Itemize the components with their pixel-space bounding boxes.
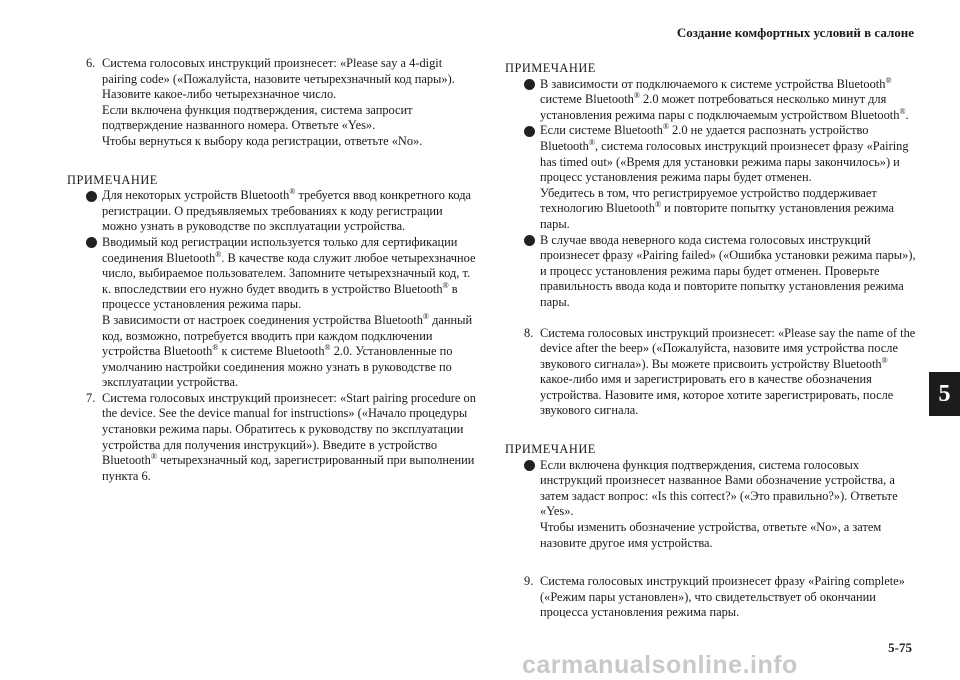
- bullet-text: Убедитесь в том, что регистрируемое устройство поддерживает технологию Bluetooth® и повторите попытку установления режима пары.: [540, 185, 894, 231]
- step-6: [60, 56, 480, 150]
- watermark: carmanualsonline.info: [522, 651, 798, 679]
- bullet-text: Если включена функция подтверждения, система голосовых инструкций произнесет названное Вами обозначение устройства, а затем задаст вопрос: «Is this correct?» («Это правильно?»). Ответьте «Yes».: [540, 457, 898, 519]
- step-text: Система голосовых инструкций произнесет: «Start pairing procedure on the device. See the device manual for instructions» («Начало процедуры установки режима пары. Обратитесь к руководству по эксплуатации устройства для получения инструкций»). Введите в устройство Bluetooth® четырехзначный код, зарегистрированный при выполнении пункта 6.: [102, 390, 476, 483]
- bullet-icon: [86, 237, 97, 248]
- bullet-icon: [524, 79, 535, 90]
- bullet-text: В зависимости от подключаемого к системе устройства Bluetooth® системе Bluetooth® 2.0 может потребоваться несколько минут для установления режима пары с подключаемым устройством Bluetooth®.: [540, 75, 909, 122]
- note-bullet: [498, 77, 916, 124]
- step-text: Чтобы вернуться к выбору кода регистрации, ответьте «No».: [102, 133, 423, 148]
- page-number: 5-75: [888, 640, 912, 655]
- step-number: 7.: [86, 390, 96, 405]
- bullet-icon: [524, 235, 535, 246]
- chapter-tab: 5: [929, 372, 960, 416]
- step-text: Если включена функция подтверждения, система запросит подтверждение названного номера. Ответьте «Yes».: [102, 102, 413, 133]
- bullet-text: В случае ввода неверного кода система голосовых инструкций произнесет фразу «Pairing failed» («Ошибка установки режима пары»), и процесс установления режима пары будет отменен. Проверьте правильность ввода кода и повторите попытку установления режима пары.: [540, 232, 916, 309]
- note-title: ПРИМЕЧАНИЕ: [67, 172, 158, 187]
- step-8: [498, 326, 916, 420]
- note-title: ПРИМЕЧАНИЕ: [505, 442, 596, 457]
- step-9: [498, 574, 916, 621]
- step-number: 8.: [524, 325, 534, 340]
- bullet-text: Чтобы изменить обозначение устройства, ответьте «No», а затем назовите другое имя устройства.: [540, 520, 882, 550]
- bullet-text: Если системе Bluetooth® 2.0 не удается распознать устройство Bluetooth®, система голосовых инструкций произнесет фразу «Pairing has timed out» («Время для установки режима пары закончилось») и процесс установления режима пары будет отменен.: [540, 122, 909, 185]
- bullet-text: В зависимости от настроек соединения устройства Bluetooth® данный код, возможно, потребуется вводить при каждом подключении устройства Bluetooth® к системе Bluetooth® 2.0. Установленные по умолчанию настройки соединения можно узнать в руководстве по эксплуатации устройства.: [102, 311, 473, 390]
- note-bullet: [498, 233, 916, 311]
- step-number: 9.: [524, 574, 534, 589]
- step-text: Система голосовых инструкций произнесет: «Please say a 4-digit pairing code» («Пожалуйста, назовите четырехзначный код пары»). Назовите какое-либо четырехзначное число.: [102, 56, 455, 102]
- right-column: [498, 61, 916, 621]
- note-bullet: [60, 188, 480, 235]
- left-column: [60, 56, 480, 484]
- bullet-icon: [86, 191, 97, 202]
- bullet-icon: [524, 460, 535, 471]
- step-text: Система голосовых инструкций произнесет: «Please say the name of the device after the beep» («Пожалуйста, назовите имя устройства после звукового сигнала»). Вы можете присвоить устройству Bluetooth® какое-либо имя и зарегистрировать его в качестве обозначения устройства. Назовите имя, которое хотите зарегистрировать, после звукового сигнала.: [540, 325, 916, 418]
- step-7: [60, 391, 480, 485]
- bullet-text: Вводимый код регистрации используется только для сертификации соединения Bluetooth®. В качестве кода служит любое четырехзначное число, выбираемое пользователем. Запомните четырехзначный код, т. к. впоследствии его нужно будет вводить в устройство Bluetooth® в процессе установления режима пары.: [102, 234, 476, 312]
- note-bullet: [498, 458, 916, 552]
- bullet-icon: [524, 126, 535, 137]
- step-number: 6.: [86, 56, 96, 70]
- step-text: Система голосовых инструкций произнесет фразу «Pairing complete» («Режим пары установлен»), что свидетельствует об окончании процесса установления режима пары.: [540, 574, 905, 620]
- note-title: ПРИМЕЧАНИЕ: [505, 61, 596, 75]
- bullet-text: Для некоторых устройств Bluetooth® требуется ввод конкретного кода регистрации. О предъявляемых требованиях к коду регистрации можно узнать в руководстве по эксплуатации устройства.: [102, 187, 472, 234]
- note-bullet: [498, 123, 916, 232]
- note-bullet: [60, 235, 480, 391]
- page-header-title: Создание комфортных условий в салоне: [676, 25, 914, 40]
